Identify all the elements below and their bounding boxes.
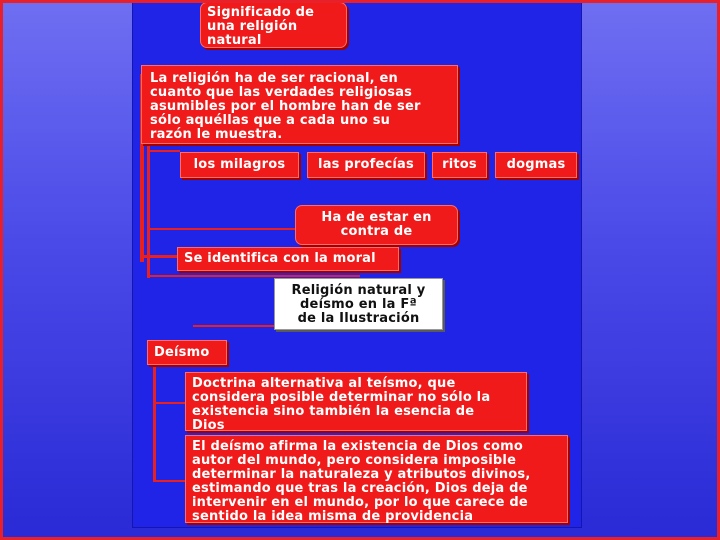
- connector-moral-bottom: [150, 275, 360, 277]
- box-deism: Deísmo: [147, 340, 227, 365]
- box-deism-doctrine: Doctrina alternativa al teísmo, que considera posible determinar no sólo la existencia sino también la esencia de Dios: [185, 372, 527, 431]
- box-natural-religion-meaning: Significado de una religión natural: [200, 2, 347, 48]
- connector-against-horizontal: [150, 228, 295, 230]
- box-central-topic: Religión natural y deísmo en la Fª de la Ilustración: [274, 278, 443, 330]
- connector-affirms: [153, 480, 186, 482]
- box-rational-religion: La religión ha de ser racional, en cuanto que las verdades religiosas asumibles por el hombre han de ser sólo aquéllas que a cada uno su razón le muestra.: [141, 65, 458, 144]
- connector-items-horizontal: [150, 150, 180, 152]
- box-prophecies: las profecías: [307, 152, 425, 178]
- box-moral: Se identifica con la moral: [177, 247, 399, 271]
- connector-central-left: [193, 325, 275, 327]
- connector-doctrine: [153, 402, 186, 404]
- connector-deism-vertical: [153, 352, 156, 482]
- box-against: Ha de estar en contra de: [295, 205, 458, 245]
- box-rites: ritos: [432, 152, 487, 178]
- box-deism-affirms: El deísmo afirma la existencia de Dios como autor del mundo, pero considera imposible determinar la naturaleza y atributos divinos, estimando que tras la creación, Dios deja de intervenir en el mundo, por lo que carece de sentido la idea misma de providencia: [185, 435, 568, 523]
- box-dogmas: dogmas: [495, 152, 577, 178]
- box-miracles: los milagros: [180, 152, 299, 178]
